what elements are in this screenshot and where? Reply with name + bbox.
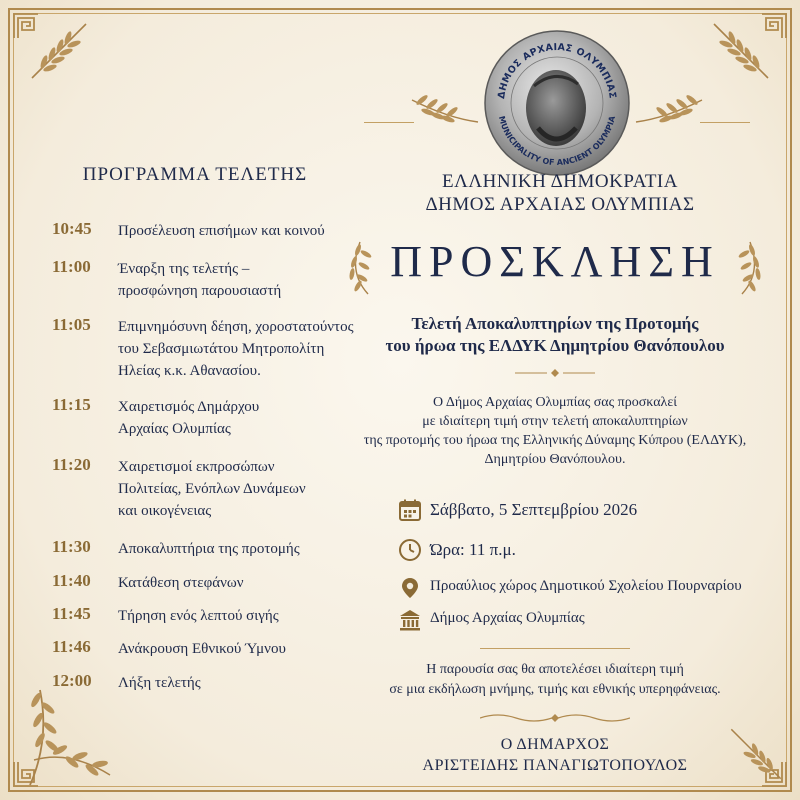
program-time: 11:05 — [52, 315, 91, 334]
program-line: Χαιρετισμοί εκπροσώπων — [118, 459, 275, 475]
location-pin-icon — [398, 576, 422, 600]
closing-line: Η παρουσία σας θα αποτελέσει ιδιαίτερη τιμή — [426, 662, 684, 677]
program-time: 11:30 — [52, 537, 91, 556]
program-description — [118, 316, 354, 382]
program-line: Ανάκρουση Εθνικού Ύμνου — [118, 641, 286, 657]
mayor-role: Ο ΔΗΜΑΡΧΟΣ — [500, 736, 610, 753]
ornament-line — [480, 648, 630, 649]
program-description — [118, 572, 354, 594]
laurel-branch-icon — [634, 88, 706, 128]
time-text: Ώρα: 11 π.μ. — [430, 540, 516, 559]
program-line: Λήξη τελετής — [118, 675, 201, 691]
laurel-branch-icon — [408, 88, 480, 128]
calendar-icon — [398, 498, 422, 522]
body-line: με ιδιαίτερη τιμή στην τελετή αποκαλυπτηρίων — [422, 414, 688, 429]
program-description — [118, 672, 354, 694]
date-text: Σάββατο, 5 Σεπτεμβρίου 2026 — [430, 500, 638, 519]
program-line: Αποκαλυπτήρια της προτομής — [118, 541, 300, 557]
clock-icon — [398, 538, 422, 562]
program-line: Τήρηση ενός λεπτού σιγής — [118, 608, 279, 624]
program-line: Πολιτείας, Ενόπλων Δυνάμεων — [118, 481, 306, 497]
zeus-head-icon — [526, 70, 586, 146]
program-line: Επιμνημόσυνη δέηση, χοροστατούντος — [118, 319, 354, 335]
program-description — [118, 605, 354, 627]
closing-line: σε μια εκδήλωση μνήμης, τιμής και εθνικής υπερηφάνειας. — [389, 682, 721, 697]
subtitle-line: Τελετή Αποκαλυπτηρίων της Προτομής — [411, 314, 699, 333]
location-text: Προαύλιος χώρος Δημοτικού Σχολείου Πουρναρίου — [430, 578, 742, 594]
program-description — [118, 638, 354, 660]
invitation-title: ΠΡΟΣΚΛΗΣΗ — [390, 237, 720, 286]
program-time: 11:00 — [52, 257, 91, 276]
divider-ornament — [515, 368, 595, 378]
program-line: του Σεβασμιωτάτου Μητροπολίτη — [118, 341, 325, 357]
program-time: 11:15 — [52, 395, 91, 414]
laurel-branch-icon — [20, 680, 130, 790]
closing-text — [360, 660, 750, 700]
program-description — [118, 396, 354, 440]
program-description — [118, 456, 354, 522]
subtitle-line: του ήρωα της ΕΛΔΥΚ Δημητρίου Θανόπουλου — [385, 336, 725, 355]
program-title: ΠΡΟΓΡΑΜΜΑ ΤΕΛΕΤΗΣ — [82, 164, 308, 185]
signature-block — [360, 734, 750, 776]
organizer-text: Δήμος Αρχαίας Ολυμπίας — [430, 610, 585, 626]
body-line: Δημητρίου Θανόπουλου. — [484, 452, 626, 467]
republic-label: ΕΛΛΗΝΙΚΗ ΔΗΜΟΚΡΑΤΙΑ — [442, 171, 678, 192]
ornament-line — [364, 122, 414, 123]
program-time: 11:46 — [52, 637, 91, 656]
ornament-line — [700, 122, 750, 123]
program-description — [118, 538, 354, 560]
government-header — [380, 170, 740, 216]
body-line: της προτομής του ήρωα της Ελληνικής Δύναμης Κύπρου (ΕΛΔΥΚ), — [363, 433, 747, 448]
program-time: 12:00 — [52, 671, 92, 690]
program-line: προσφώνηση παρουσιαστή — [118, 283, 282, 299]
municipal-seal-coin — [482, 28, 632, 178]
divider-ornament — [480, 712, 630, 724]
mayor-name: ΑΡΙΣΤΕΙΔΗΣ ΠΑΝΑΓΙΩΤΟΠΟΥΛΟΣ — [422, 757, 688, 774]
program-line: Ηλείας κ.κ. Αθανασίου. — [118, 363, 261, 379]
program-time: 11:20 — [52, 455, 91, 474]
program-time: 11:40 — [52, 571, 91, 590]
building-icon — [398, 608, 422, 632]
laurel-branch-icon — [706, 16, 776, 86]
municipality-label: ΔΗΜΟΣ ΑΡΧΑΙΑΣ ΟΛΥΜΠΙΑΣ — [425, 194, 695, 215]
program-line: Αρχαίας Ολυμπίας — [118, 421, 231, 437]
program-line: και οικογένειας — [118, 503, 212, 519]
program-description — [118, 258, 354, 302]
program-description — [118, 220, 354, 242]
program-line: Χαιρετισμός Δημάρχου — [118, 399, 260, 415]
program-time: 10:45 — [52, 219, 92, 238]
ceremony-subtitle — [350, 313, 760, 357]
program-line: Κατάθεση στεφάνων — [118, 575, 244, 591]
seal-bottom-text: MUNICIPALITY OF ANCIENT OLYMPIA — [496, 115, 618, 168]
program-time: 11:45 — [52, 604, 91, 623]
laurel-branch-icon — [24, 16, 94, 86]
invitation-body — [360, 393, 750, 469]
program-line: Έναρξη της τελετής – — [118, 261, 250, 277]
body-line: Ο Δήμος Αρχαίας Ολυμπίας σας προσκαλεί — [433, 395, 677, 410]
program-line: Προσέλευση επισήμων και κοινού — [118, 223, 325, 239]
seal-top-text: ΔΗΜΟΣ ΑΡΧΑΙΑΣ ΟΛΥΜΠΙΑΣ — [496, 41, 618, 100]
